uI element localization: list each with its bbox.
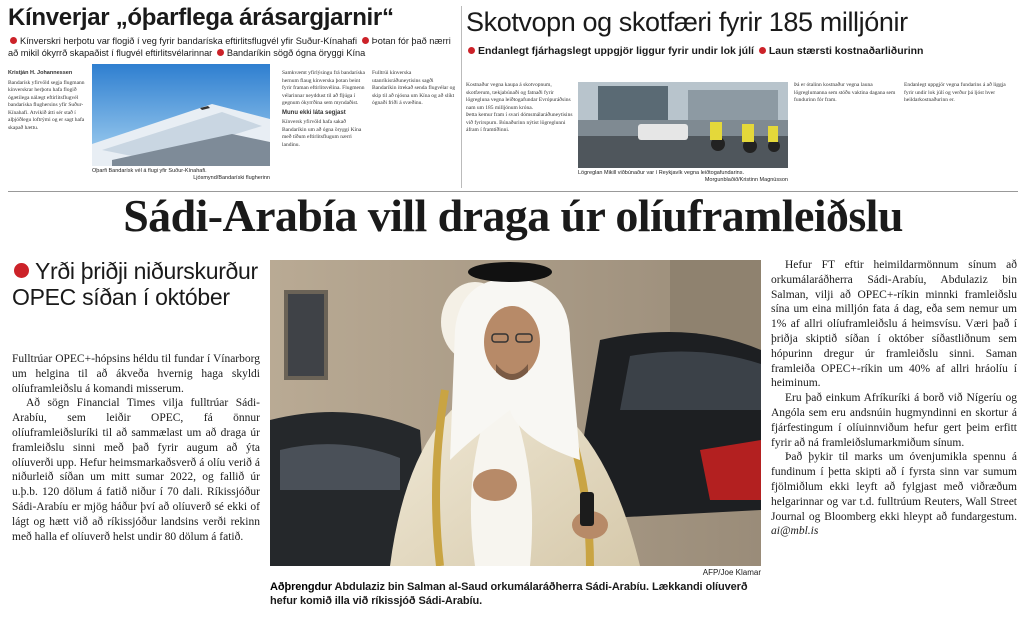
article-column-2: Þá er ótalinn kostnaður vegna launa lögreglumanna sem stóðu vaktina dagana sem fundurinn fór fram. <box>794 82 896 103</box>
photo-aircraft <box>92 64 270 166</box>
bullet-dot-icon <box>14 263 29 278</box>
article-bullets: Kínverskri herþotu var flogið í veg fyrir bandaríska eftirlitsflugvél yfir Suður-Kínahafi Þotan fór það nærri að mikil ókyrrð skapaðist í flugvél eftirlitsvélarinnar Bandaríkin sögð ógna öryggi Kína <box>8 36 451 58</box>
paragraph: Fulltrúar OPEC+-hópsins héldu til fundar í Vínarborg um helgina til að ákveða hvernig haga skyldi olíuframleiðslu á komandi misserum. <box>12 353 260 395</box>
paragraph: Hefur FT eftir heimildarmönnum sínum að orkumálaráðherra Sádi-Arabíu, Abdulaziz bin Salman, vilji að OPEC+-ríkin minnki framleiðslu sína um eina milljón fata á dag, eða sem nemur um 1% af allri olíuframleiðslu á heimsvísu. Væri það í þriðja skiptið síðan í október síðastliðnum sem hópurinn dregur úr framleiðslu sinni. Saman framleiða OPEC+-ríkin um 40% af allri hráolíu í heiminum. <box>771 259 1017 390</box>
article-headline: Skotvopn og skotfæri fyrir 185 milljónir <box>466 7 908 37</box>
column-divider <box>461 6 462 188</box>
article-column-3: Endanlegt uppgjör vegna fundarins á að liggja fyrir undir lok júlí og verður þá ljóst hver heildarkostnaðurinn er. <box>904 82 1006 103</box>
article-column-2: Samkvæmt yfirlýsingu frá bandaríska hernum flaug kínverska þotan beint fyrir framan eftirlitsvélina. Flugmenn vélarinnar neyddust til að fljúga í gegnum ókyrrðina sem myndaðist. Munu ekki láta segjast Kínversk yfirvöld hafa sakað Bandaríkin um að ógna öryggi Kína með tíðum eftirlitsflugum nærri landinu. <box>282 70 365 148</box>
bullet-dot-icon <box>10 37 17 44</box>
paragraph: Að sögn Financial Times vilja fulltrúar Sádi-Arabíu, sem leiðir OPEC, fá önnur olíuframleiðsluríki til að sammælast um að draga úr framleiðslu sinni með það fyrir augum að ýta olíuverði upp. Hefur heimsmarkaðsverð á olíu verið á niðurleið síðan um mitt sumar 2022, og fallið úr u.þ.b. 120 dölum á fatið niður í 70 dali. Ríkissjóður Sádi-Arabíu er mjög háður því að olíuverð sé ekki of lágt og hætt við að ríkissjóður landsins verði rekinn með halla ef olíuverð helst undir 80 dölum á fatið. <box>12 397 260 543</box>
paragraph: Eru það einkum Afríkuríki á borð við Nígeríu og Angóla sem eru andsnúin hugmyndinni en skortur á fjárfestingum í olíuinnviðum hefur gert þeim erfitt fyrir að ná framleiðslumarkmiðum sínum. <box>771 392 1017 449</box>
article-bullets: Endanlegt fjárhagslegt uppgjör liggur fyrir undir lok júlí Laun stærsti kostnaðarliðurinn <box>466 46 1016 58</box>
article-body-left <box>12 352 260 544</box>
bullet-dot-icon <box>468 47 475 54</box>
main-subheadline: Yrði þriðji niðurskurður OPEC síðan í október <box>12 258 258 310</box>
article-body-right <box>771 258 1017 539</box>
photo-minister <box>270 260 761 566</box>
photo-caption <box>270 580 762 608</box>
photo-credit: AFP/Joe Klamar <box>702 568 761 577</box>
article-column-1: Kristján H. Johannessen Bandarísk yfirvöld segja flugmann kínverskrar herþotu hafa flogið ógætilega nálægt eftirlitsflugvél bandaríska flughersins yfir Suður-Kínahafi. Atvikið átti sér stað í alþjóðlegu loftrými og er sagt hafa skapað hættu. <box>8 70 85 131</box>
caption-lead: Aðþrengdur <box>270 581 332 593</box>
photo-caption: Óþarfi Bandarísk vél á flugi yfir Suður-Kínahafi. Ljósmynd/Bandaríski flugherinn <box>92 168 270 181</box>
bullet-dot-icon <box>362 37 369 44</box>
caption-text: Abdulaziz bin Salman al-Saud orkumálaráðherra Sádi-Arabíu. Lækkandi olíuverð hefur komið illa við ríkissjóð Sádi-Arabíu. <box>270 581 748 607</box>
author-email[interactable]: ai@mbl.is <box>771 525 819 538</box>
bullet-dot-icon <box>759 47 766 54</box>
photo-police <box>578 82 788 168</box>
photo-caption: Lögreglan Mikill viðbúnaður var í Reykjavík vegna leiðtogafundarins. Morgunblaðið/Kristinn Magnússon <box>578 170 788 183</box>
paragraph: Það þykir til marks um óvenjumikla spennu á fundinum í þetta skipti að í fyrsta sinn var sumum fjölmiðlum ekki leyft að fylgjast með viðræðum helgarinnar og var t.d. fulltrúum Reuters, Wall Street Journal og Bloomberg ekki hleypt að fundargestum. ai@mbl.is <box>771 451 1017 538</box>
article-column-3: Fulltrúi kínverska utanríkisráðuneytisins sagði Bandaríkin ítrekað senda flugvélar og skip til að njósna um Kína og að slíkt ógnaði friði á svæðinu. <box>372 70 456 106</box>
article-headline: Kínverjar „óþarflega árásargjarnir“ <box>8 4 394 31</box>
main-headline: Sádi-Arabía vill draga úr olíuframleiðslu <box>123 190 903 241</box>
bullet-dot-icon <box>217 49 224 56</box>
article-column-1: Kostnaður vegna kaupa á skotvopnum, skotfærum, tækjabúnaði og fatnaði fyrir lögregluna vegna leiðtogafundar Evrópuráðsins nam um 185 milljónum króna. Þetta kemur fram í svari dómsmálaráðuneytisins við fyrirspurn. Búnaðurinn nýtist lögreglunni áfram í framtíðinni. <box>466 82 573 133</box>
